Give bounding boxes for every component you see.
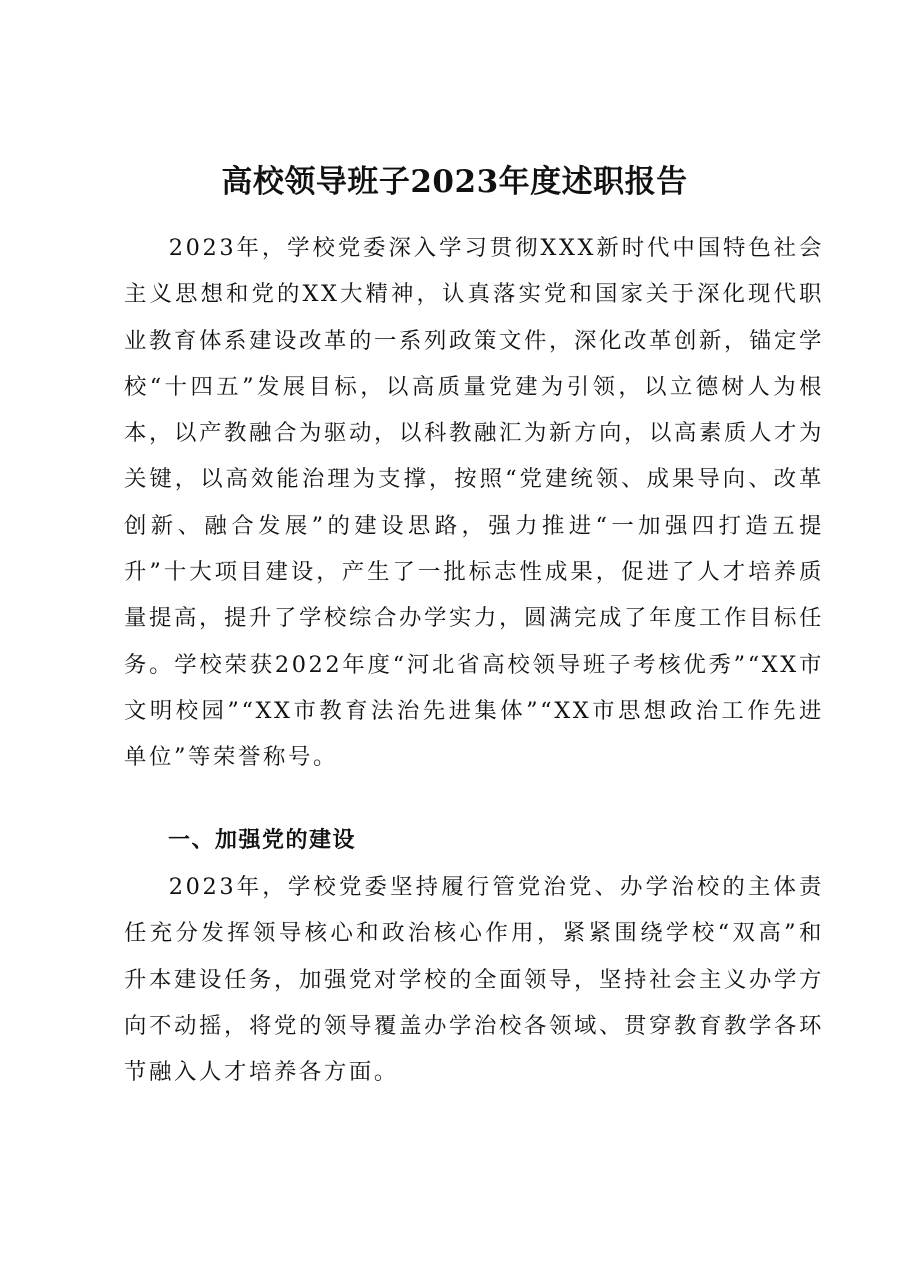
document-title: 高校领导班子2023年度述职报告: [221, 164, 688, 200]
section-paragraph: 2023年，学校党委坚持履行管党治党、办学治校的主体责任充分发挥领导核心和政治核心作用，紧紧围绕学校“双高”和升本建设任务，加强党对学校的全面领导，坚持社会主义办学方向不动摇，将党的领导覆盖办学治校各领域、贯穿教育教学各环节融入人才培养各方面。: [124, 874, 824, 1086]
section-heading: 一、加强党的建设: [168, 828, 357, 853]
intro-paragraph: 2023年，学校党委深入学习贯彻XXX新时代中国特色社会主义思想和党的XX大精神，认真落实党和国家关于深化现代职业教育体系建设改革的一系列政策文件，深化改革创新，锚定学校“十四五”发展目标，以高质量党建为引领，以立德树人为根本，以产教融合为驱动，以科教融汇为新方向，以高素质人才为关键，以高效能治理为支撑，按照“党建统领、成果导向、改革创新、融合发展”的建设思路，强力推进“一加强四打造五提升”十大项目建设，产生了一批标志性成果，促进了人才培养质量提高，提升了学校综合办学实力，圆满完成了年度工作目标任务。学校荣获2022年度“河北省高校领导班子考核优秀”“XX市文明校园”“XX市教育法治先进集体”“XX市思想政治工作先进单位”等荣誉称号。: [124, 235, 824, 771]
